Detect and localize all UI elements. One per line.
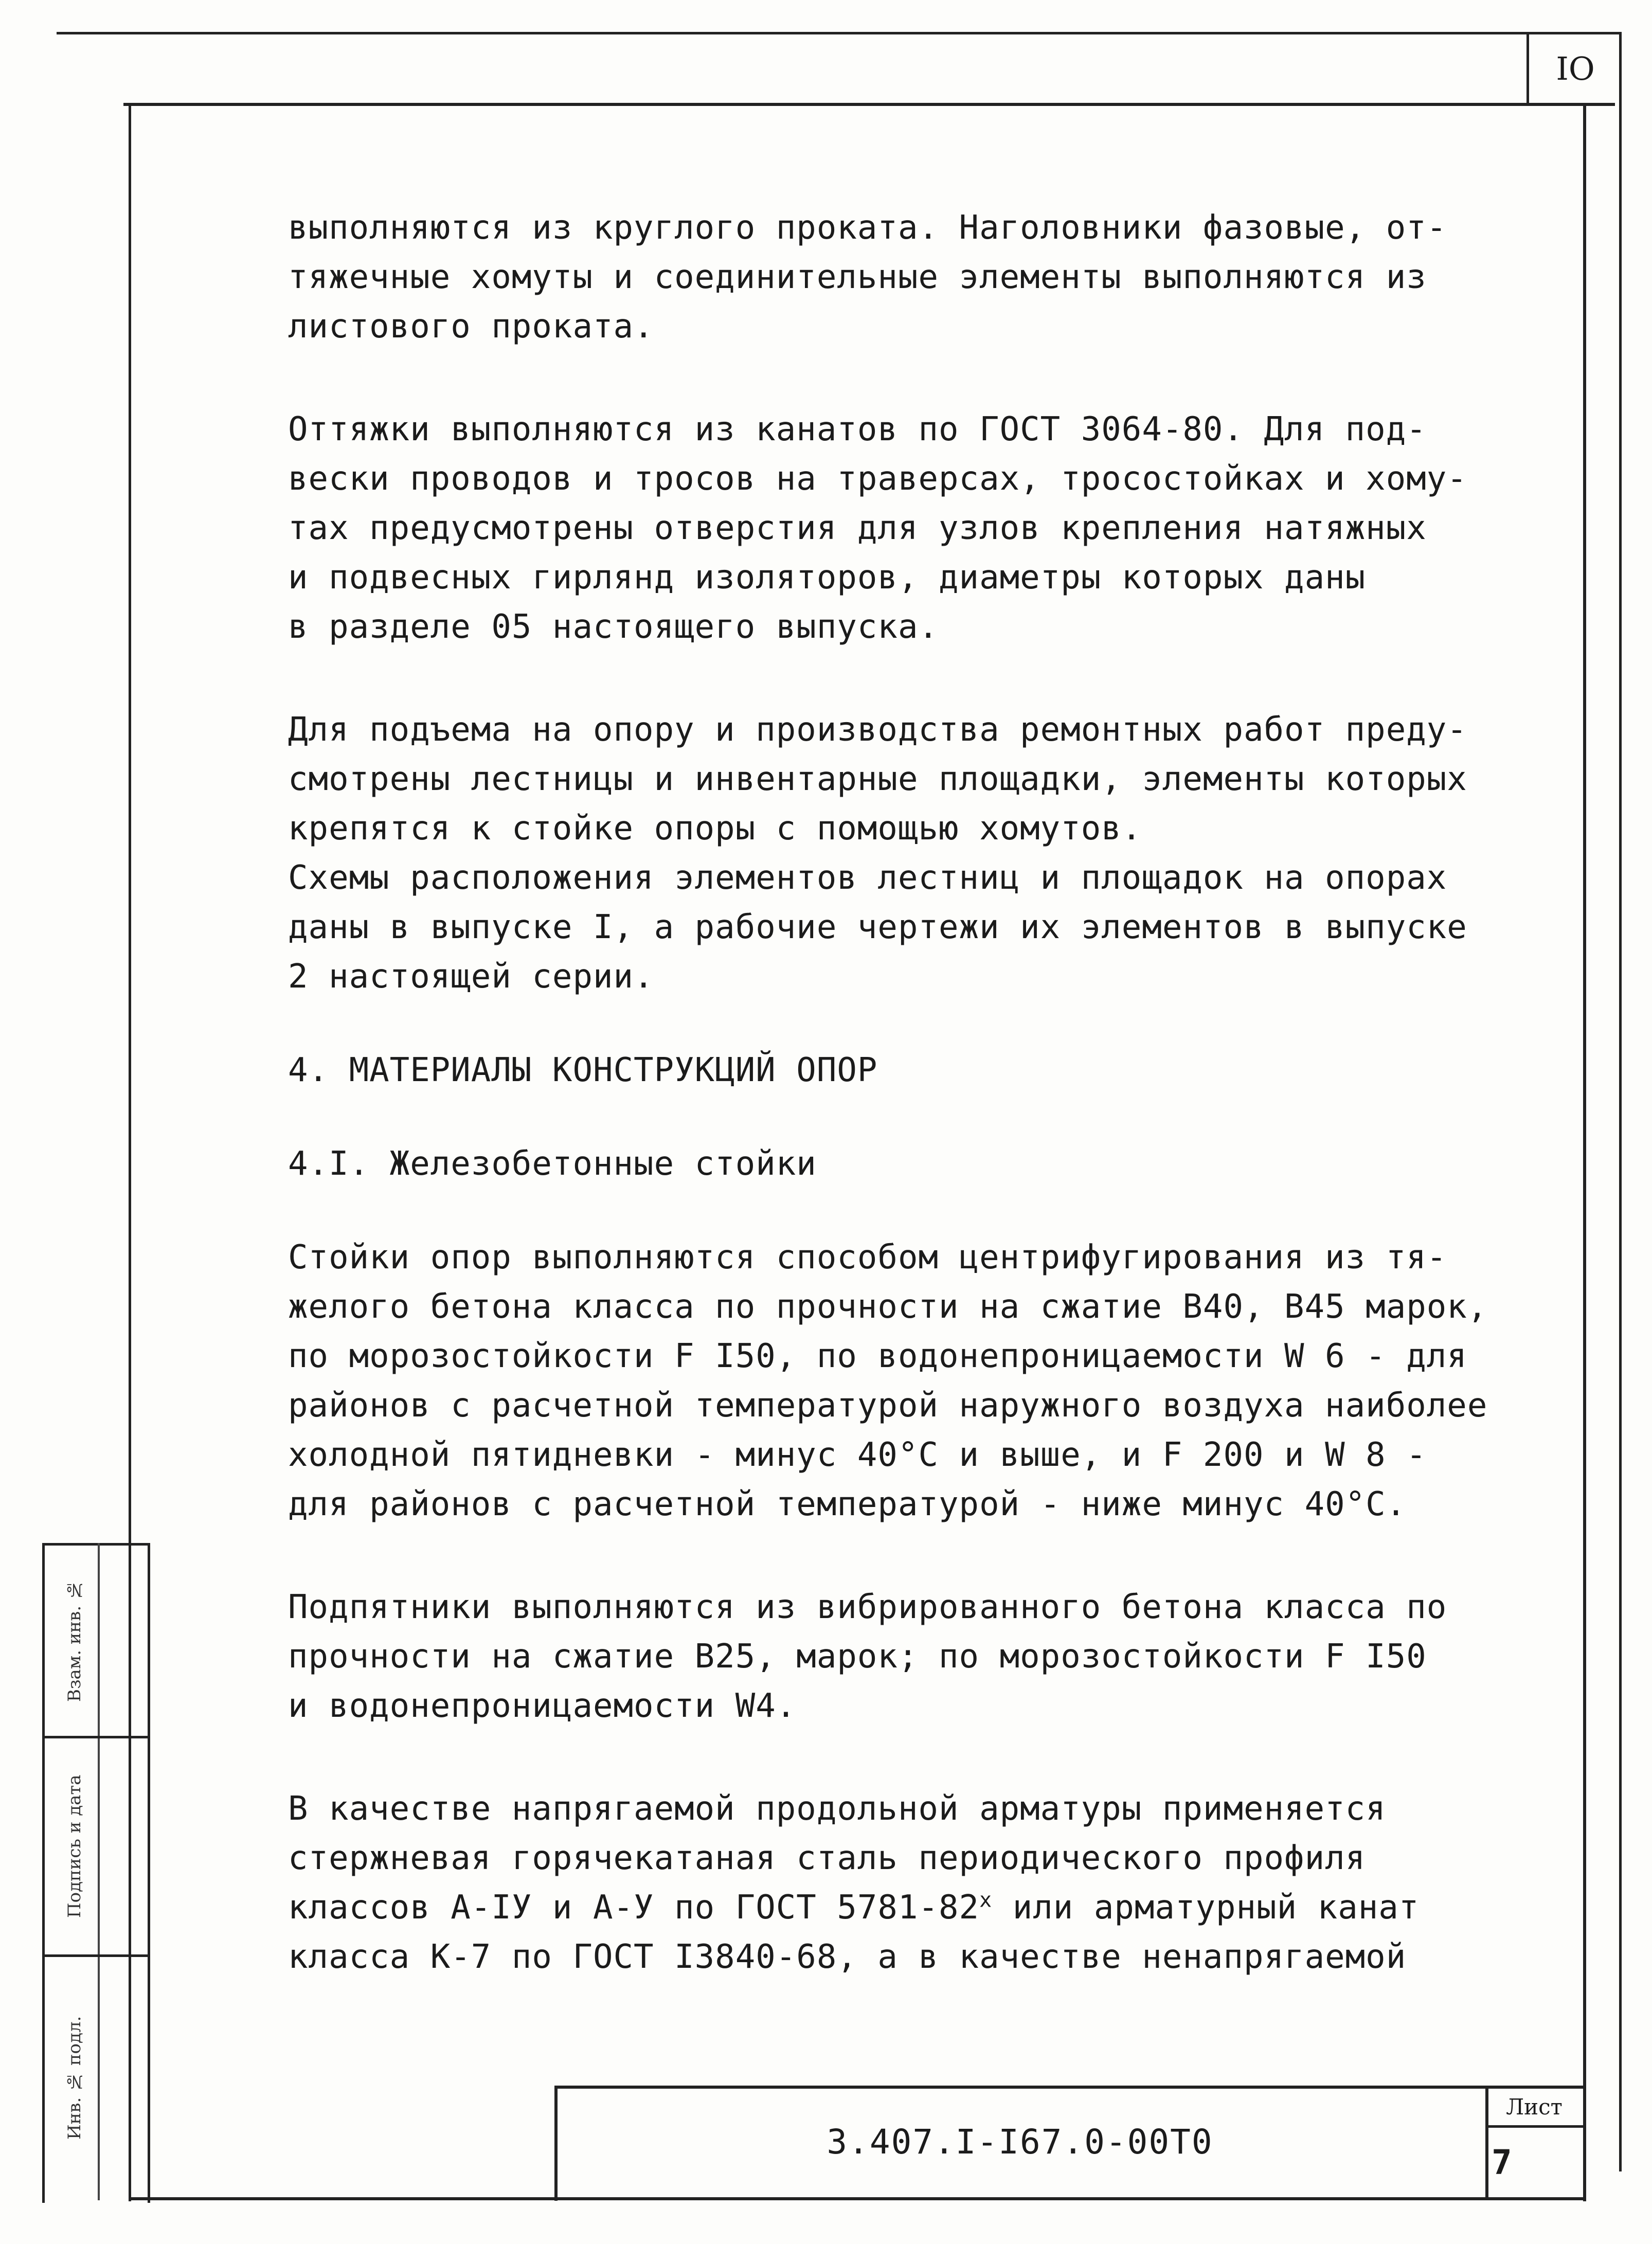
sheet-top-border: [123, 103, 1615, 106]
document-designation: 3.407.I-I67.0-00Т0: [827, 2122, 1213, 2162]
document-body: [288, 203, 1512, 1982]
sheet-top-border-outer: [57, 32, 1620, 34]
sheet-right-border: [1583, 103, 1586, 2201]
paragraph-ladders: Для подъема на опору и производства ремонтных работ преду- смотрены лестницы и инвентарные площадки, элементы которых крепятся к стойке опоры с помощью хомутов. Схемы расположения элементов лестниц и площадок на опорах даны в выпуске I, а рабочие чертежи их элементов в выпуске 2 настоящей серии.: [288, 711, 1467, 996]
sheet-right-border-outer: [1619, 32, 1622, 2171]
sheet-number: 7: [1492, 2143, 1512, 2182]
reinforcement-line-3: [288, 1883, 1512, 1932]
reinforcement-line-3-text: классов А-IУ и А-У по ГОСТ 5781-82: [288, 1889, 980, 1927]
page-number-box: [1527, 32, 1622, 105]
reinforcement-line-3-rest: или арматурный канат: [992, 1889, 1420, 1927]
stamp-replace-inv: Взам. инв. №: [64, 1579, 85, 1702]
paragraph-footings: Подпятники выполняются из вибрированного бетона класса по прочности на сжатие В25, марок; по морозостойкости F I50 и водонепроницаемости W4.: [288, 1588, 1447, 1725]
section-heading: 4. МАТЕРИАЛЫ КОНСТРУКЦИЙ ОПОР: [288, 1051, 878, 1089]
stamp-sign-date: Подпись и дата: [64, 1774, 85, 1918]
stamp-inv-no: Инв. № подл.: [64, 2016, 85, 2140]
margin-stamp-column: [98, 1543, 100, 2200]
reinforcement-line-4: класса К-7 по ГОСТ I3840-68, а в качестве ненапрягаемой: [288, 1938, 1407, 1976]
stamp-divider: [42, 1954, 148, 1957]
paragraph-reinforcement: [288, 1784, 1512, 1982]
reinforcement-line-1: В качестве напрягаемой продольной арматуры применяется: [288, 1790, 1386, 1828]
sheet-label: Лист: [1485, 2089, 1583, 2128]
paragraph-posts-concrete: Стойки опор выполняются способом центрифугирования из тя- желого бетона класса по прочности на сжатие В40, В45 марок, по морозостойкости F I50, по водонепроницаемости W 6 - для районов с расчетной температурой наружного воздуха наиболее холодной пятидневки - минус 40°С и выше, и F 200 и W 8 - для районов с расчетной температурой - ниже минус 40°С.: [288, 1238, 1488, 1523]
reinforcement-line-2: стержневая горячекатаная сталь периодического профиля: [288, 1839, 1366, 1877]
paragraph-rolled-products: выполняются из круглого проката. Наголовники фазовые, от- тяжечные хомуты и соединительные элементы выполняются из листового проката.: [288, 209, 1447, 346]
stamp-divider: [42, 1736, 148, 1738]
page-number: IO: [1556, 49, 1595, 87]
subsection-heading: 4.I. Железобетонные стойки: [288, 1145, 817, 1183]
gost-superscript: х: [979, 1888, 993, 1912]
paragraph-guy-wires: Оттяжки выполняются из канатов по ГОСТ 3064-80. Для под- вески проводов и тросов на траверсах, тросостойках и хому- тах предусмотрены отверстия для узлов крепления натяжных и подвесных гирлянд изоляторов, диаметры которых даны в разделе 05 настоящего выпуска.: [288, 410, 1467, 646]
